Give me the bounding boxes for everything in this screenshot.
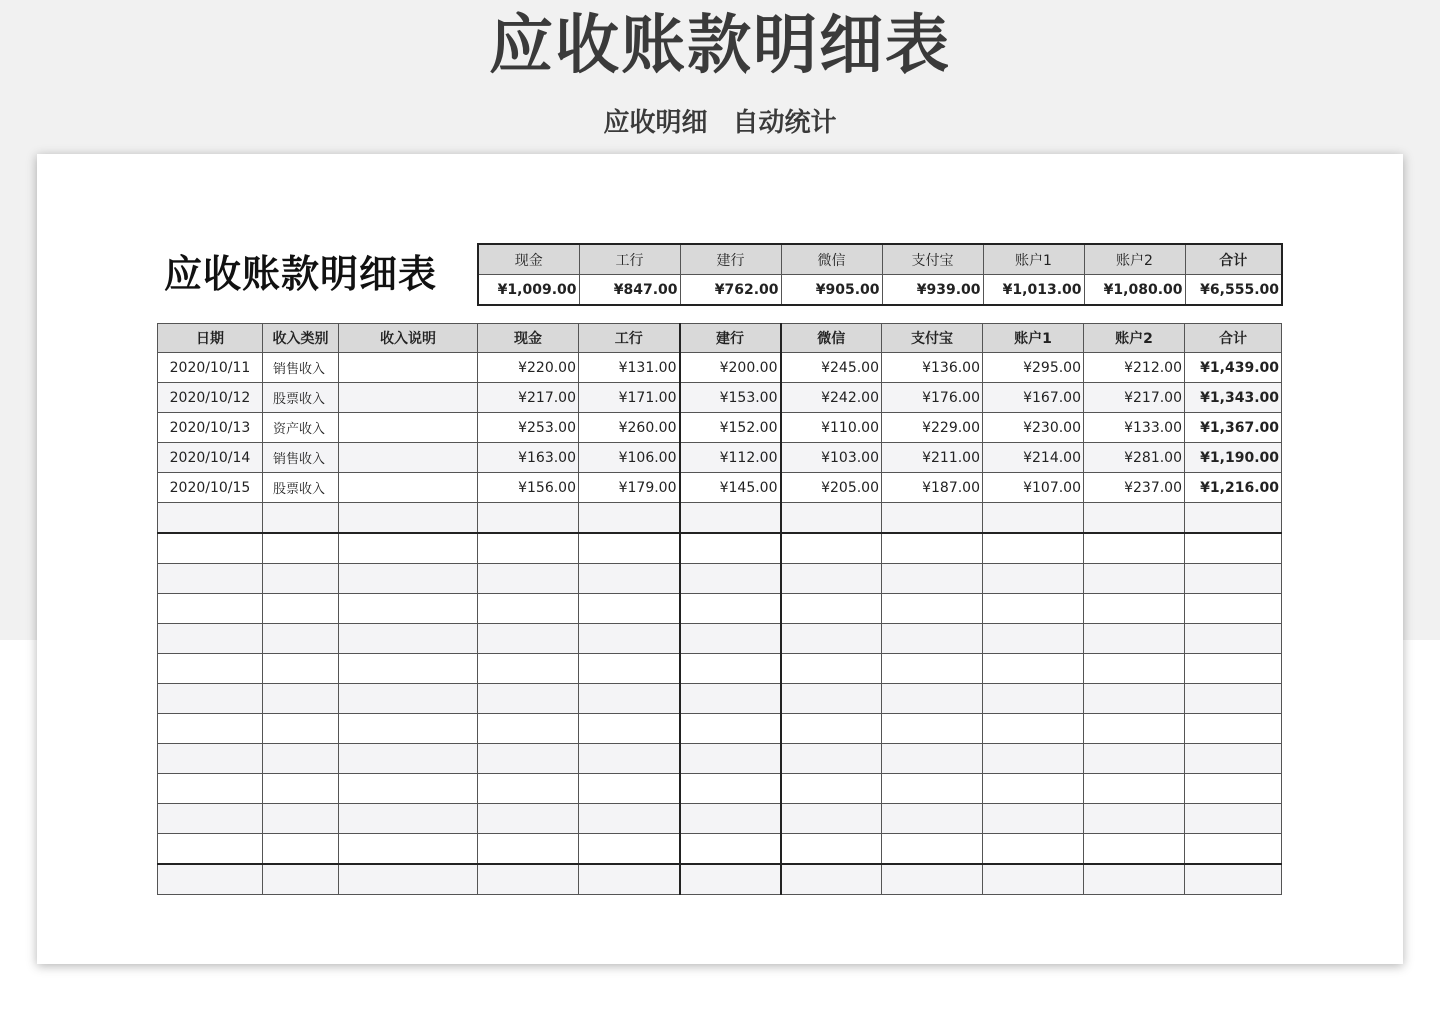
amount-cell[interactable]: ¥212.00 [1084, 353, 1185, 383]
table-row [158, 714, 1282, 744]
note-cell[interactable] [339, 684, 478, 714]
date-cell[interactable]: 2020/10/15 [158, 473, 263, 503]
date-cell[interactable] [158, 533, 263, 564]
detail-header-row [158, 324, 1282, 353]
subtitle-part-2: 自动统计 [732, 108, 837, 138]
row-total-cell[interactable] [1185, 503, 1282, 534]
table-row [158, 533, 1282, 564]
date-cell[interactable] [158, 594, 263, 624]
amount-cell[interactable] [579, 594, 680, 624]
amount-cell[interactable] [1084, 503, 1185, 534]
table-row [158, 594, 1282, 624]
category-cell[interactable] [263, 684, 339, 714]
amount-cell[interactable] [680, 744, 781, 774]
amount-cell[interactable] [478, 503, 579, 534]
amount-cell[interactable] [478, 564, 579, 594]
note-cell[interactable] [339, 774, 478, 804]
row-total-cell[interactable] [1185, 744, 1282, 774]
note-cell[interactable] [339, 473, 478, 503]
amount-cell[interactable]: ¥171.00 [579, 383, 680, 413]
amount-cell[interactable] [478, 834, 579, 865]
note-cell[interactable] [339, 564, 478, 594]
date-cell[interactable]: 2020/10/13 [158, 413, 263, 443]
amount-cell[interactable] [781, 624, 882, 654]
note-cell[interactable] [339, 804, 478, 834]
amount-cell[interactable] [579, 804, 680, 834]
amount-cell[interactable]: ¥242.00 [781, 383, 882, 413]
table-row [158, 834, 1282, 865]
amount-cell[interactable] [983, 533, 1084, 564]
summary-header-cell: 现金 [478, 244, 579, 275]
category-cell[interactable]: 资产收入 [263, 413, 339, 443]
amount-cell[interactable]: ¥217.00 [478, 383, 579, 413]
summary-value-cell[interactable]: ¥1,080.00 [1084, 275, 1185, 306]
amount-cell[interactable] [882, 594, 983, 624]
date-cell[interactable] [158, 834, 263, 865]
date-cell[interactable] [158, 774, 263, 804]
date-cell[interactable] [158, 624, 263, 654]
amount-cell[interactable]: ¥153.00 [680, 383, 781, 413]
table-row [158, 864, 1282, 895]
summary-value-cell[interactable]: ¥1,009.00 [478, 275, 579, 306]
amount-cell[interactable] [781, 533, 882, 564]
amount-cell[interactable] [680, 503, 781, 534]
amount-cell[interactable] [478, 654, 579, 684]
row-total-cell[interactable]: ¥1,216.00 [1185, 473, 1282, 503]
header-account: 工行 [579, 324, 680, 353]
amount-cell[interactable] [579, 533, 680, 564]
amount-cell[interactable] [882, 654, 983, 684]
amount-cell[interactable] [983, 774, 1084, 804]
amount-cell[interactable]: ¥295.00 [983, 353, 1084, 383]
table-row [158, 564, 1282, 594]
amount-cell[interactable]: ¥136.00 [882, 353, 983, 383]
row-total-cell[interactable] [1185, 684, 1282, 714]
date-cell[interactable]: 2020/10/11 [158, 353, 263, 383]
amount-cell[interactable] [680, 564, 781, 594]
amount-cell[interactable] [1084, 834, 1185, 865]
note-cell[interactable] [339, 503, 478, 534]
amount-cell[interactable] [680, 594, 781, 624]
row-total-cell[interactable] [1185, 533, 1282, 564]
summary-table [477, 243, 1283, 306]
summary-header-row [478, 244, 1282, 275]
category-cell[interactable] [263, 744, 339, 774]
amount-cell[interactable] [478, 684, 579, 714]
amount-cell[interactable] [781, 564, 882, 594]
amount-cell[interactable] [781, 714, 882, 744]
amount-cell[interactable] [478, 533, 579, 564]
page-title: 应收账款明细表 [489, 9, 951, 83]
amount-cell[interactable]: ¥131.00 [579, 353, 680, 383]
amount-cell[interactable] [478, 804, 579, 834]
amount-cell[interactable] [478, 594, 579, 624]
amount-cell[interactable] [579, 864, 680, 895]
amount-cell[interactable]: ¥214.00 [983, 443, 1084, 473]
row-total-cell[interactable] [1185, 864, 1282, 895]
summary-header-cell: 工行 [579, 244, 680, 275]
amount-cell[interactable]: ¥163.00 [478, 443, 579, 473]
note-cell[interactable] [339, 654, 478, 684]
amount-cell[interactable]: ¥200.00 [680, 353, 781, 383]
amount-cell[interactable] [680, 714, 781, 744]
amount-cell[interactable]: ¥237.00 [1084, 473, 1185, 503]
amount-cell[interactable] [983, 594, 1084, 624]
header-account: 账户2 [1084, 324, 1185, 353]
amount-cell[interactable] [882, 533, 983, 564]
amount-cell[interactable] [680, 774, 781, 804]
amount-cell[interactable] [1084, 684, 1185, 714]
summary-value-cell[interactable]: ¥847.00 [579, 275, 680, 306]
amount-cell[interactable]: ¥230.00 [983, 413, 1084, 443]
amount-cell[interactable] [983, 564, 1084, 594]
amount-cell[interactable] [1084, 533, 1185, 564]
category-cell[interactable] [263, 624, 339, 654]
amount-cell[interactable]: ¥229.00 [882, 413, 983, 443]
row-total-cell[interactable] [1185, 834, 1282, 865]
amount-cell[interactable] [781, 744, 882, 774]
table-row [158, 744, 1282, 774]
amount-cell[interactable] [781, 804, 882, 834]
summary-value-row [478, 275, 1282, 306]
amount-cell[interactable] [882, 714, 983, 744]
amount-cell[interactable]: ¥167.00 [983, 383, 1084, 413]
amount-cell[interactable] [882, 774, 983, 804]
date-cell[interactable] [158, 654, 263, 684]
amount-cell[interactable]: ¥133.00 [1084, 413, 1185, 443]
category-cell[interactable] [263, 864, 339, 895]
summary-value-cell[interactable]: ¥1,013.00 [983, 275, 1084, 306]
amount-cell[interactable] [579, 744, 680, 774]
amount-cell[interactable] [579, 503, 680, 534]
amount-cell[interactable] [579, 684, 680, 714]
summary-value-cell[interactable]: ¥939.00 [882, 275, 983, 306]
table-row [158, 413, 1282, 443]
amount-cell[interactable] [983, 684, 1084, 714]
category-cell[interactable] [263, 503, 339, 534]
header-date: 日期 [158, 324, 263, 353]
note-cell[interactable] [339, 443, 478, 473]
amount-cell[interactable] [478, 624, 579, 654]
category-cell[interactable]: 股票收入 [263, 473, 339, 503]
header-note: 收入说明 [339, 324, 478, 353]
amount-cell[interactable] [882, 744, 983, 774]
row-total-cell[interactable]: ¥1,343.00 [1185, 383, 1282, 413]
table-row [158, 774, 1282, 804]
note-cell[interactable] [339, 864, 478, 895]
date-cell[interactable] [158, 564, 263, 594]
sheet-title: 应收账款明细表 [164, 252, 438, 296]
amount-cell[interactable]: ¥145.00 [680, 473, 781, 503]
detail-table [157, 323, 1282, 895]
amount-cell[interactable] [1084, 804, 1185, 834]
amount-cell[interactable] [983, 503, 1084, 534]
amount-cell[interactable]: ¥260.00 [579, 413, 680, 443]
amount-cell[interactable] [680, 624, 781, 654]
amount-cell[interactable] [478, 714, 579, 744]
amount-cell[interactable] [1084, 654, 1185, 684]
amount-cell[interactable] [781, 834, 882, 865]
note-cell[interactable] [339, 594, 478, 624]
category-cell[interactable] [263, 774, 339, 804]
date-cell[interactable] [158, 684, 263, 714]
amount-cell[interactable] [680, 864, 781, 895]
amount-cell[interactable] [680, 834, 781, 865]
amount-cell[interactable]: ¥179.00 [579, 473, 680, 503]
category-cell[interactable] [263, 594, 339, 624]
header-account: 建行 [680, 324, 781, 353]
table-row [158, 503, 1282, 534]
row-total-cell[interactable]: ¥1,190.00 [1185, 443, 1282, 473]
category-cell[interactable] [263, 564, 339, 594]
amount-cell[interactable] [579, 654, 680, 684]
summary-header-cell: 建行 [680, 244, 781, 275]
amount-cell[interactable]: ¥156.00 [478, 473, 579, 503]
row-total-cell[interactable]: ¥1,367.00 [1185, 413, 1282, 443]
amount-cell[interactable] [983, 864, 1084, 895]
amount-cell[interactable] [680, 654, 781, 684]
date-cell[interactable] [158, 804, 263, 834]
amount-cell[interactable] [781, 654, 882, 684]
header-total: 合计 [1185, 324, 1282, 353]
header-account: 账户1 [983, 324, 1084, 353]
amount-cell[interactable] [983, 804, 1084, 834]
row-total-cell[interactable] [1185, 804, 1282, 834]
category-cell[interactable]: 销售收入 [263, 443, 339, 473]
amount-cell[interactable] [781, 503, 882, 534]
table-row [158, 804, 1282, 834]
amount-cell[interactable] [882, 564, 983, 594]
detail-body [158, 353, 1282, 895]
amount-cell[interactable] [579, 774, 680, 804]
amount-cell[interactable]: ¥106.00 [579, 443, 680, 473]
subtitle-part-1: 应收明细 [603, 108, 708, 138]
amount-cell[interactable] [882, 684, 983, 714]
amount-cell[interactable] [1084, 564, 1185, 594]
amount-cell[interactable] [983, 714, 1084, 744]
amount-cell[interactable]: ¥187.00 [882, 473, 983, 503]
amount-cell[interactable] [882, 804, 983, 834]
category-cell[interactable] [263, 654, 339, 684]
row-total-cell[interactable] [1185, 594, 1282, 624]
amount-cell[interactable] [579, 624, 680, 654]
amount-cell[interactable] [983, 744, 1084, 774]
amount-cell[interactable]: ¥211.00 [882, 443, 983, 473]
row-total-cell[interactable] [1185, 714, 1282, 744]
note-cell[interactable] [339, 413, 478, 443]
category-cell[interactable] [263, 834, 339, 865]
amount-cell[interactable]: ¥107.00 [983, 473, 1084, 503]
summary-header-cell: 支付宝 [882, 244, 983, 275]
note-cell[interactable] [339, 353, 478, 383]
amount-cell[interactable]: ¥245.00 [781, 353, 882, 383]
amount-cell[interactable] [1084, 624, 1185, 654]
summary-header-cell: 账户2 [1084, 244, 1185, 275]
note-cell[interactable] [339, 744, 478, 774]
date-cell[interactable] [158, 744, 263, 774]
row-total-cell[interactable]: ¥1,439.00 [1185, 353, 1282, 383]
spreadsheet-card [37, 154, 1403, 964]
table-row [158, 473, 1282, 503]
amount-cell[interactable] [983, 654, 1084, 684]
header-account: 微信 [781, 324, 882, 353]
amount-cell[interactable] [882, 624, 983, 654]
category-cell[interactable]: 销售收入 [263, 353, 339, 383]
summary-header-cell: 账户1 [983, 244, 1084, 275]
table-row [158, 443, 1282, 473]
note-cell[interactable] [339, 714, 478, 744]
date-cell[interactable] [158, 714, 263, 744]
amount-cell[interactable]: ¥281.00 [1084, 443, 1185, 473]
row-total-cell[interactable] [1185, 624, 1282, 654]
amount-cell[interactable] [1084, 714, 1185, 744]
amount-cell[interactable]: ¥103.00 [781, 443, 882, 473]
amount-cell[interactable] [478, 774, 579, 804]
amount-cell[interactable]: ¥217.00 [1084, 383, 1185, 413]
header-category: 收入类别 [263, 324, 339, 353]
amount-cell[interactable] [478, 744, 579, 774]
amount-cell[interactable] [781, 594, 882, 624]
amount-cell[interactable] [579, 564, 680, 594]
date-cell[interactable]: 2020/10/14 [158, 443, 263, 473]
summary-value-cell[interactable]: ¥905.00 [781, 275, 882, 306]
table-row [158, 684, 1282, 714]
row-total-cell[interactable] [1185, 774, 1282, 804]
amount-cell[interactable] [882, 864, 983, 895]
amount-cell[interactable] [1084, 864, 1185, 895]
note-cell[interactable] [339, 624, 478, 654]
amount-cell[interactable] [781, 684, 882, 714]
amount-cell[interactable] [983, 624, 1084, 654]
amount-cell[interactable] [1084, 594, 1185, 624]
date-cell[interactable]: 2020/10/12 [158, 383, 263, 413]
table-row [158, 624, 1282, 654]
amount-cell[interactable]: ¥176.00 [882, 383, 983, 413]
amount-cell[interactable] [680, 804, 781, 834]
amount-cell[interactable] [882, 834, 983, 865]
amount-cell[interactable]: ¥110.00 [781, 413, 882, 443]
table-row [158, 654, 1282, 684]
summary-total-cell[interactable]: ¥6,555.00 [1185, 275, 1282, 306]
header-account: 现金 [478, 324, 579, 353]
amount-cell[interactable] [1084, 774, 1185, 804]
amount-cell[interactable]: ¥205.00 [781, 473, 882, 503]
summary-value-cell[interactable]: ¥762.00 [680, 275, 781, 306]
amount-cell[interactable] [680, 684, 781, 714]
amount-cell[interactable] [882, 503, 983, 534]
header-account: 支付宝 [882, 324, 983, 353]
page-subtitle [0, 104, 1440, 142]
amount-cell[interactable] [579, 834, 680, 865]
date-cell[interactable] [158, 864, 263, 895]
category-cell[interactable]: 股票收入 [263, 383, 339, 413]
note-cell[interactable] [339, 383, 478, 413]
date-cell[interactable] [158, 503, 263, 534]
amount-cell[interactable] [579, 714, 680, 744]
note-cell[interactable] [339, 834, 478, 865]
summary-total-header: 合计 [1185, 244, 1282, 275]
amount-cell[interactable] [680, 533, 781, 564]
category-cell[interactable] [263, 533, 339, 564]
amount-cell[interactable] [1084, 744, 1185, 774]
amount-cell[interactable]: ¥220.00 [478, 353, 579, 383]
note-cell[interactable] [339, 533, 478, 564]
amount-cell[interactable] [781, 864, 882, 895]
amount-cell[interactable] [983, 834, 1084, 865]
amount-cell[interactable]: ¥112.00 [680, 443, 781, 473]
category-cell[interactable] [263, 714, 339, 744]
category-cell[interactable] [263, 804, 339, 834]
amount-cell[interactable]: ¥253.00 [478, 413, 579, 443]
amount-cell[interactable] [478, 864, 579, 895]
row-total-cell[interactable] [1185, 654, 1282, 684]
row-total-cell[interactable] [1185, 564, 1282, 594]
amount-cell[interactable] [781, 774, 882, 804]
table-row [158, 353, 1282, 383]
summary-header-cell: 微信 [781, 244, 882, 275]
amount-cell[interactable]: ¥152.00 [680, 413, 781, 443]
table-row [158, 383, 1282, 413]
